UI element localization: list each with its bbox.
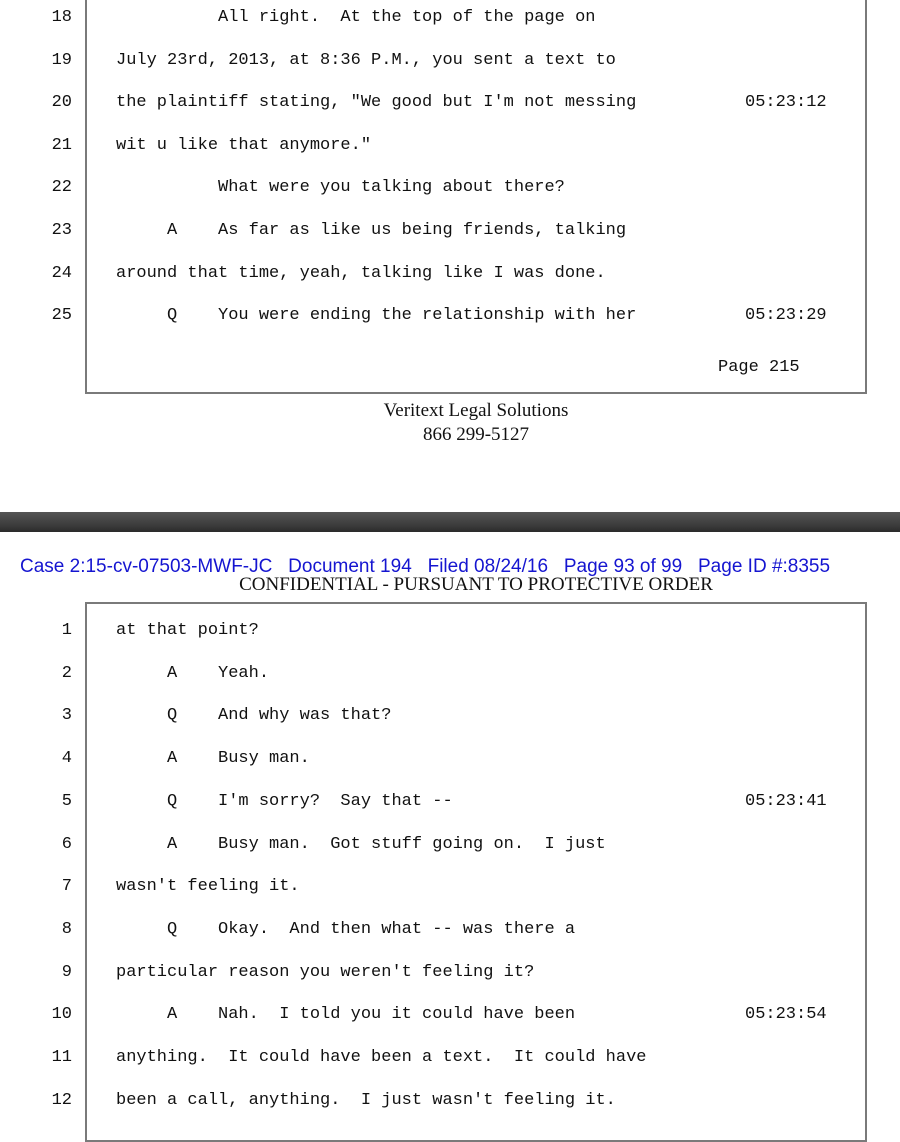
transcript-line-text: Q Okay. And then what -- was there a bbox=[116, 919, 576, 939]
transcript-line-text: What were you talking about there? bbox=[116, 178, 565, 198]
line-number: 4 bbox=[61, 749, 72, 769]
line-number: 10 bbox=[51, 1005, 72, 1025]
line-number: 9 bbox=[61, 962, 72, 982]
case-header-link[interactable]: Case 2:15-cv-07503-MWF-JC Document 194 Filed 08/24/16 Page 93 of 99 Page ID #:8355 bbox=[20, 556, 831, 577]
transcript-line-text: A Nah. I told you it could have been bbox=[116, 1005, 576, 1025]
transcript-line-text: around that time, yeah, talking like I was done. bbox=[116, 263, 606, 283]
transcript-line-text: at that point? bbox=[116, 621, 259, 640]
line-number: 2 bbox=[61, 663, 72, 683]
timestamp: 05:23:41 bbox=[745, 791, 827, 811]
transcript-line-text: July 23rd, 2013, at 8:36 P.M., you sent a text to bbox=[116, 50, 616, 70]
transcript-line-text: All right. At the top of the page on bbox=[116, 8, 596, 27]
timestamp: 05:23:12 bbox=[745, 93, 827, 113]
transcript-line-text: the plaintiff stating, "We good but I'm not messing bbox=[116, 93, 637, 113]
transcript-line-text: A Yeah. bbox=[116, 663, 270, 683]
transcript-line-text: Q I'm sorry? Say that -- bbox=[116, 791, 453, 811]
line-number: 1 bbox=[61, 621, 72, 640]
timestamp: 05:23:54 bbox=[745, 1005, 827, 1025]
line-number: 19 bbox=[51, 50, 72, 70]
line-number: 7 bbox=[61, 877, 72, 897]
transcript-line-text: been a call, anything. I just wasn't feeling it. bbox=[116, 1090, 616, 1110]
line-number: 24 bbox=[51, 263, 72, 283]
line-number: 20 bbox=[51, 93, 72, 113]
line-number: 22 bbox=[51, 178, 72, 198]
transcript-line-text: anything. It could have been a text. It could have bbox=[116, 1048, 647, 1067]
transcript-line-text: A As far as like us being friends, talking bbox=[116, 221, 627, 240]
transcript-line-text: wit u like that anymore." bbox=[116, 135, 372, 155]
line-number: 21 bbox=[51, 135, 72, 155]
line-number: 18 bbox=[51, 8, 72, 27]
page-number-label: Page 215 bbox=[718, 358, 800, 377]
reporter-phone: 866 299-5127 bbox=[422, 424, 530, 445]
line-number: 3 bbox=[61, 706, 72, 726]
line-number: 8 bbox=[61, 919, 72, 939]
transcript-line-text: Q And why was that? bbox=[116, 706, 392, 726]
transcript-line-text: Q You were ending the relationship with her bbox=[116, 306, 637, 326]
confidential-notice: CONFIDENTIAL - PURSUANT TO PROTECTIVE ORDER bbox=[239, 574, 713, 595]
line-number: 25 bbox=[51, 306, 72, 326]
reporter-company: Veritext Legal Solutions bbox=[383, 400, 569, 421]
transcript-line-text: A Busy man. bbox=[116, 749, 310, 769]
line-number: 11 bbox=[51, 1048, 72, 1067]
transcript-line-text: particular reason you weren't feeling it? bbox=[116, 962, 535, 982]
page-divider bbox=[0, 512, 900, 532]
line-number: 6 bbox=[61, 834, 72, 854]
transcript-line-text: wasn't feeling it. bbox=[116, 877, 300, 897]
line-number: 23 bbox=[51, 221, 72, 240]
transcript-line-text: A Busy man. Got stuff going on. I just bbox=[116, 834, 606, 854]
line-number: 12 bbox=[51, 1090, 72, 1110]
timestamp: 05:23:29 bbox=[745, 306, 827, 326]
line-number: 5 bbox=[61, 791, 72, 811]
